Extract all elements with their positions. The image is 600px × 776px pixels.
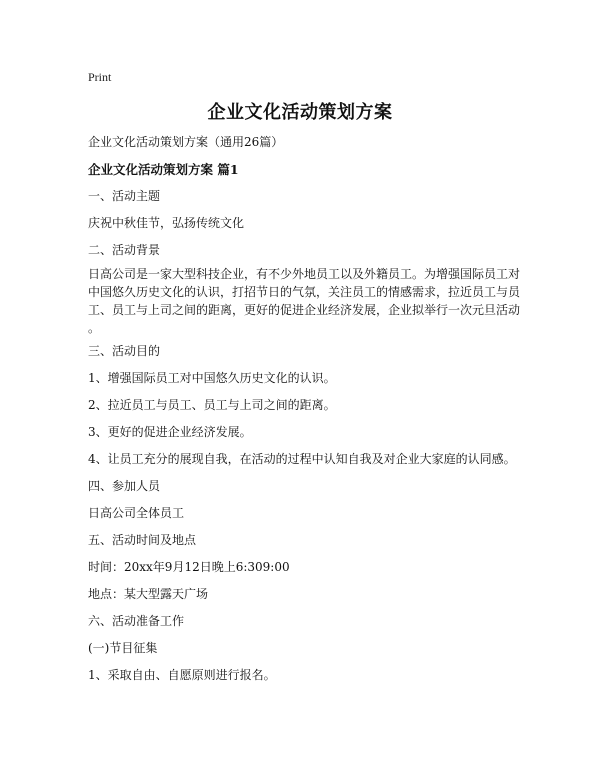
heading-participants: 四、参加人员 xyxy=(88,479,161,493)
background-line-1: 日高公司是一家大型科技企业，有不少外地员工以及外籍员工。为增强国际员工对 xyxy=(88,267,521,281)
participants-text: 日高公司全体员工 xyxy=(88,506,185,520)
section-heading: 企业文化活动策划方案 篇1 xyxy=(88,162,239,177)
purpose-item-4: 4、让员工充分的展现自我，在活动的过程中认知自我及对企业大家庭的认同感。 xyxy=(88,452,516,466)
heading-activity-purpose: 三、活动目的 xyxy=(88,344,161,358)
purpose-item-1: 1、增强国际员工对中国悠久历史文化的认识。 xyxy=(88,371,336,385)
purpose-item-3: 3、更好的促进企业经济发展。 xyxy=(88,425,252,439)
heading-activity-background: 二、活动背景 xyxy=(88,243,161,257)
background-line-3: 工、员工与上司之间的距离，更好的促进企业经济发展，企业拟举行一次元旦活动 xyxy=(88,303,521,317)
location-text: 地点：某大型露天广场 xyxy=(88,587,209,601)
heading-activity-theme: 一、活动主题 xyxy=(88,189,161,203)
document-title: 企业文化活动策划方案 xyxy=(207,102,393,123)
subheading-program-collection: (一)节目征集 xyxy=(88,641,158,655)
background-line-2: 中国悠久历史文化的认识，打招节日的气氛，关注员工的情感需求，拉近员工与员 xyxy=(88,285,521,299)
background-line-4: 。 xyxy=(88,321,101,335)
document-subtitle: 企业文化活动策划方案（通用26篇） xyxy=(88,135,284,149)
print-label: Print xyxy=(88,70,112,84)
heading-time-location: 五、活动时间及地点 xyxy=(88,533,197,547)
heading-preparation: 六、活动准备工作 xyxy=(88,614,185,628)
background-paragraph xyxy=(88,265,521,337)
time-text: 时间：20xx年9月12日晚上6:309:00 xyxy=(88,560,290,574)
program-item-1: 1、采取自由、自愿原则进行报名。 xyxy=(88,668,276,682)
activity-theme-text: 庆祝中秋佳节，弘扬传统文化 xyxy=(88,216,245,230)
purpose-item-2: 2、拉近员工与员工、员工与上司之间的距离。 xyxy=(88,398,336,412)
